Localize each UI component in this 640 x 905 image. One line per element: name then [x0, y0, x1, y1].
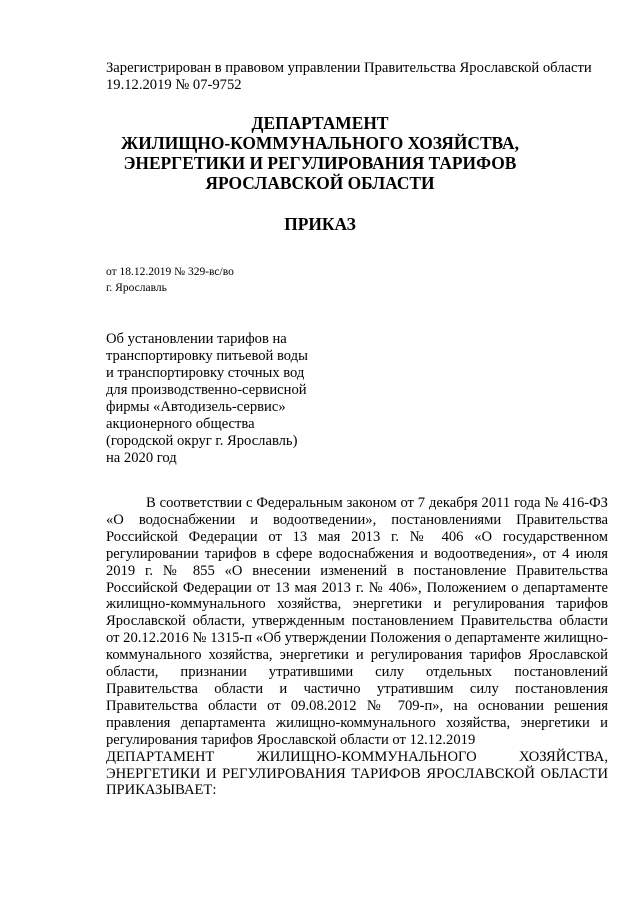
closing-statement: ДЕПАРТАМЕНТ ЖИЛИЩНО-КОММУНАЛЬНОГО ХОЗЯЙСТВА, ЭНЕРГЕТИКИ И РЕГУЛИРОВАНИЯ ТАРИФОВ ЯРОСЛАВСКОЙ ОБЛАСТИ ПРИКАЗЫВАЕТ:	[106, 748, 608, 799]
registration-number: 19.12.2019 № 07-9752	[106, 77, 242, 93]
subject-line: транспортировку питьевой воды	[106, 348, 308, 364]
subject-line: (городской округ г. Ярославль)	[106, 433, 298, 449]
subject-line: на 2020 год	[106, 450, 177, 466]
subject-line: для производственно-сервисной	[106, 382, 307, 398]
subject-line: фирмы «Автодизель-сервис»	[106, 399, 286, 415]
department-heading	[0, 113, 640, 193]
registration-line: Зарегистрирован в правовом управлении Правительства Ярославской области	[106, 60, 592, 76]
order-meta	[106, 264, 234, 296]
document-type-heading: ПРИКАЗ	[284, 214, 356, 234]
subject-line: и транспортировку сточных вод	[106, 365, 305, 381]
preamble-paragraph: В соответствии с Федеральным законом от 7 декабря 2011 года № 416-ФЗ «О водоснабжении и водоотведении», постановлениями Правительства Российской Федерации от 13 мая 2013 г. № 406 «О государственном регулировании тарифов в сфере водоснабжения и водоотведения», от 4 июля 2019 г. № 855 «О внесении изменений в постановление Правительства Российской Федерации от 13 мая 2013 г. № 406», Положением о департаменте жилищно-коммунального хозяйства, энергетики и регулирования тарифов Ярославской области, утвержденным постановлением Правительства области от 20.12.2016 № 1315-п «Об утверждении Положения о департаменте жилищно-коммунального хозяйства, энергетики и регулирования тарифов Ярославской области, признании утратившими силу отдельных постановлений Правительства области и частично утратившим силу постановления Правительства области от 09.08.2012 № 709-п», на основании решения правления департамента жилищно-коммунального хозяйства, энергетики и регулирования тарифов Ярославской области от 12.12.2019	[106, 495, 608, 748]
order-date-number: от 18.12.2019 № 329-вс/во	[106, 266, 234, 278]
department-heading-line: ДЕПАРТАМЕНТ	[251, 113, 389, 133]
order-body	[106, 495, 608, 799]
department-heading-line: ЭНЕРГЕТИКИ И РЕГУЛИРОВАНИЯ ТАРИФОВ	[123, 153, 517, 173]
subject-line: Об установлении тарифов на	[106, 331, 287, 347]
order-subject	[106, 331, 336, 467]
subject-line: акционерного общества	[106, 416, 255, 432]
department-heading-line: ЖИЛИЩНО-КОММУНАЛЬНОГО ХОЗЯЙСТВА,	[121, 133, 519, 153]
department-heading-line: ЯРОСЛАВСКОЙ ОБЛАСТИ	[205, 173, 435, 193]
order-city: г. Ярославль	[106, 282, 167, 294]
registration-stamp	[106, 60, 592, 94]
